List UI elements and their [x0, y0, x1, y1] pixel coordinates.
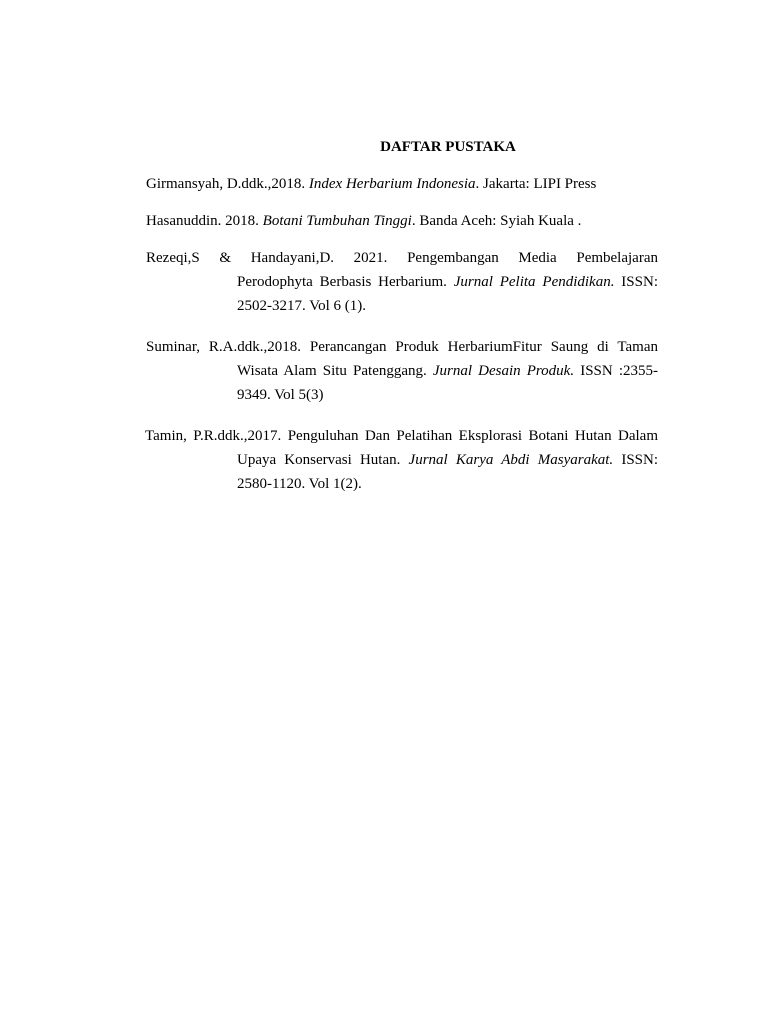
reference-italic-title: Botani Tumbuhan Tinggi — [262, 213, 412, 229]
page-title: DAFTAR PUSTAKA — [380, 139, 516, 155]
reference-first-line — [145, 424, 658, 448]
reference-text: ISSN :2355- — [574, 363, 658, 379]
reference-text: Upaya Konservasi Hutan. — [237, 452, 409, 468]
reference-text: ISSN: — [613, 452, 658, 468]
reference-italic-title: Index Herbarium Indonesia — [308, 176, 476, 192]
reference-continuation-line — [237, 383, 658, 407]
reference-continuation-line — [237, 448, 658, 472]
reference-text: Hasanuddin. 2018. — [146, 213, 263, 229]
reference-text: 2580-1120. Vol 1(2). — [237, 476, 362, 492]
reference-first-line — [146, 246, 658, 270]
reference-continuation-line — [237, 472, 658, 496]
reference-first-line — [146, 335, 658, 359]
reference-text: Tamin, P.R.ddk.,2017. Penguluhan Dan Pelatihan Eksplorasi Botani Hutan Dalam — [145, 428, 658, 444]
reference-text: Suminar, R.A.ddk.,2018. Perancangan Produk HerbariumFitur Saung di Taman — [146, 339, 658, 355]
reference-first-line — [146, 172, 658, 196]
reference-first-line — [146, 209, 658, 233]
reference-text: . Banda Aceh: Syiah Kuala . — [411, 213, 582, 229]
reference-entry — [146, 209, 658, 233]
reference-continuation-line — [237, 270, 658, 294]
reference-text: Rezeqi,S & Handayani,D. 2021. Pengembangan Media Pembelajaran — [146, 250, 658, 266]
reference-text: Perodophyta Berbasis Herbarium. — [237, 274, 454, 290]
reference-text: Wisata Alam Situ Patenggang. — [237, 363, 433, 379]
reference-hanging-indent — [146, 359, 658, 407]
reference-italic-title: Jurnal Desain Produk. — [432, 363, 575, 379]
reference-italic-title: Jurnal Pelita Pendidikan. — [453, 274, 615, 290]
reference-italic-title: Jurnal Karya Abdi Masyarakat. — [408, 452, 614, 468]
reference-entry — [146, 246, 658, 318]
reference-text: 2502-3217. Vol 6 (1). — [237, 298, 367, 314]
reference-entry — [146, 172, 658, 196]
reference-hanging-indent — [146, 270, 658, 318]
reference-hanging-indent — [145, 448, 658, 496]
reference-continuation-line — [237, 294, 658, 318]
reference-text: Girmansyah, D.ddk.,2018. — [146, 176, 309, 192]
reference-entry — [145, 424, 658, 496]
reference-entry — [146, 335, 658, 407]
reference-text: 9349. Vol 5(3) — [237, 387, 324, 403]
reference-continuation-line — [237, 359, 658, 383]
reference-text: . Jakarta: LIPI Press — [475, 176, 597, 192]
reference-text: ISSN: — [614, 274, 658, 290]
